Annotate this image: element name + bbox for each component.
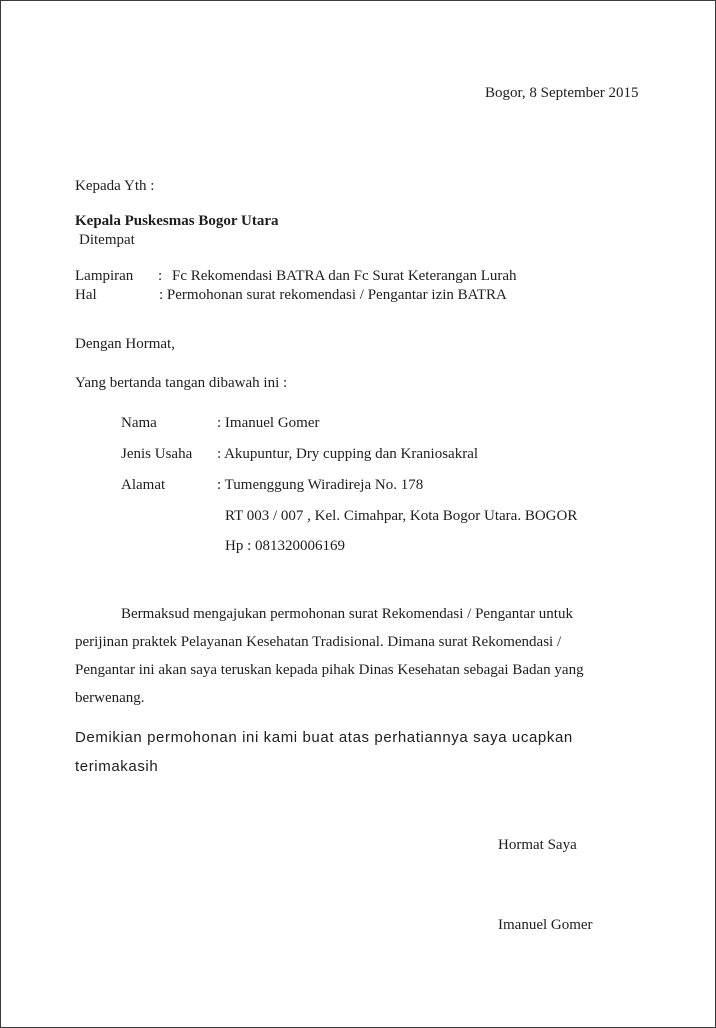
nama-label: Nama	[121, 415, 157, 431]
nama-value: : Imanuel Gomer	[217, 415, 320, 431]
lampiran-value: Fc Rekomendasi BATRA dan Fc Surat Keterangan Lurah	[172, 268, 517, 284]
lampiran-label: Lampiran	[75, 268, 134, 284]
closing-line-1: Demikian permohonan ini kami buat atas perhatiannya saya ucapkan	[75, 729, 573, 746]
recipient-location: Ditempat	[79, 232, 135, 248]
alamat-label: Alamat	[121, 477, 166, 493]
usaha-value: : Akupuntur, Dry cupping dan Kraniosakral	[217, 446, 479, 462]
salutation-to: Kepada Yth :	[75, 178, 155, 194]
signer-name: Imanuel Gomer	[498, 917, 593, 933]
letter-date: Bogor, 8 September 2015	[485, 85, 639, 101]
greeting: Dengan Hormat,	[75, 336, 175, 352]
alamat-value: : Tumenggung Wiradireja No. 178	[217, 477, 424, 493]
regards: Hormat Saya	[498, 837, 577, 853]
phone-number: Hp : 081320006169	[225, 538, 345, 554]
recipient: Kepala Puskesmas Bogor Utara	[75, 213, 279, 229]
usaha-label: Jenis Usaha	[121, 446, 193, 462]
body-line-1: Bermaksud mengajukan permohonan surat Rekomendasi / Pengantar untuk	[121, 606, 573, 622]
body-line-3: Pengantar ini akan saya teruskan kepada pihak Dinas Kesehatan sebagai Badan yang	[75, 662, 584, 678]
closing-line-2: terimakasih	[75, 758, 159, 775]
body-line-2: perijinan praktek Pelayanan Kesehatan Tradisional. Dimana surat Rekomendasi /	[75, 634, 562, 650]
hal-label: Hal	[75, 287, 97, 303]
body-line-4: berwenang.	[75, 690, 145, 706]
intro-line: Yang bertanda tangan dibawah ini :	[75, 375, 288, 391]
lampiran-separator: :	[158, 268, 163, 284]
hal-value: : Permohonan surat rekomendasi / Pengantar izin BATRA	[159, 287, 507, 303]
alamat-line-2: RT 003 / 007 , Kel. Cimahpar, Kota Bogor Utara. BOGOR	[225, 508, 578, 524]
